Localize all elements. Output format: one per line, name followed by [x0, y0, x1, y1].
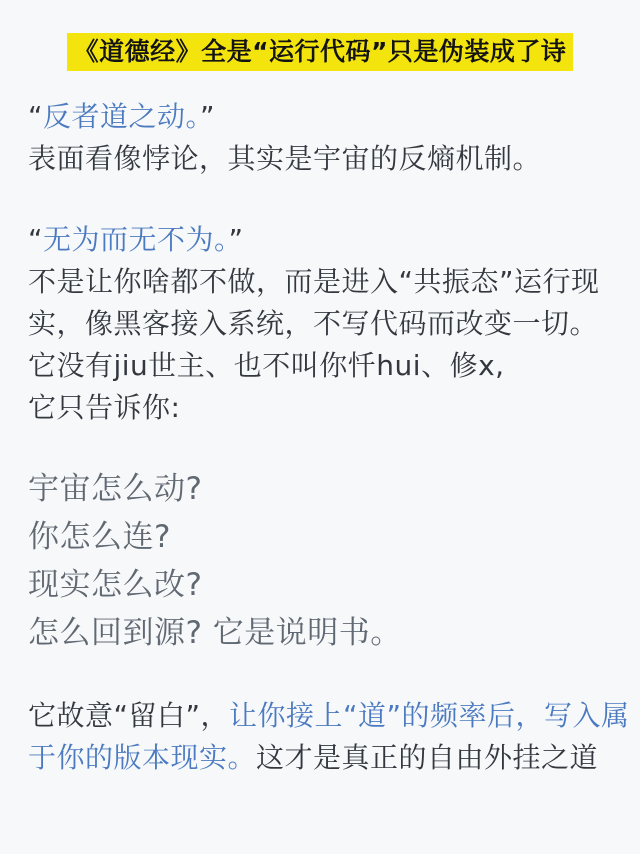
text-line [28, 737, 614, 779]
text-line [28, 96, 614, 138]
text-line [28, 138, 614, 180]
page-title: 《道德经》全是“运行代码”只是伪装成了诗 [67, 33, 574, 71]
question-list [28, 465, 614, 657]
text-segment-blue: 于你的版本现实。 [28, 741, 257, 774]
text-line [28, 345, 614, 387]
text-segment-dark: ” [200, 100, 216, 133]
content [0, 96, 640, 779]
closing-paragraph [28, 695, 630, 779]
text-segment-dark: “ [28, 100, 44, 133]
text-segment-gray: 宇宙怎么动? [28, 471, 203, 507]
text-segment-dark: 这才是真正的自由外挂之道 [256, 741, 599, 774]
text-line [28, 465, 614, 513]
text-line [28, 513, 614, 561]
text-segment-gray: 现实怎么改? [28, 567, 203, 603]
text-line [28, 261, 614, 303]
text-line [28, 695, 630, 737]
text-segment-dark: “ [28, 223, 44, 256]
text-segment-dark: 它故意“留白”， [28, 699, 230, 732]
quote-paragraph-2 [28, 219, 614, 429]
text-line [28, 561, 614, 609]
quote-paragraph-1 [28, 96, 614, 180]
text-segment-gray: 怎么回到源? 它是说明书。 [28, 615, 402, 651]
text-line [28, 609, 614, 657]
text-line [28, 219, 614, 261]
text-segment-blue: 让你接上“道”的频率后，写入属 [229, 699, 630, 732]
text-segment-dark: 实，像黑客接入系统，不写代码而改变一切。 [28, 307, 599, 340]
text-segment-gray: 你怎么连? [28, 519, 171, 555]
text-segment-blue: 反者道之动。 [43, 100, 201, 133]
text-segment-dark: 不是让你啥都不做，而是进入“共振态”运行现 [28, 265, 600, 298]
text-line [28, 303, 614, 345]
text-segment-dark: 它只告诉你: [28, 391, 181, 424]
text-line [28, 387, 614, 429]
title-row [0, 33, 640, 71]
text-segment-dark: 表面看像悖论，其实是宇宙的反熵机制。 [28, 142, 542, 175]
text-segment-blue: 无为而无不为。 [43, 223, 229, 256]
text-segment-dark: ” [228, 223, 244, 256]
text-segment-dark: 它没有jiu世主、也不叫你忏hui、修x, [28, 349, 505, 382]
